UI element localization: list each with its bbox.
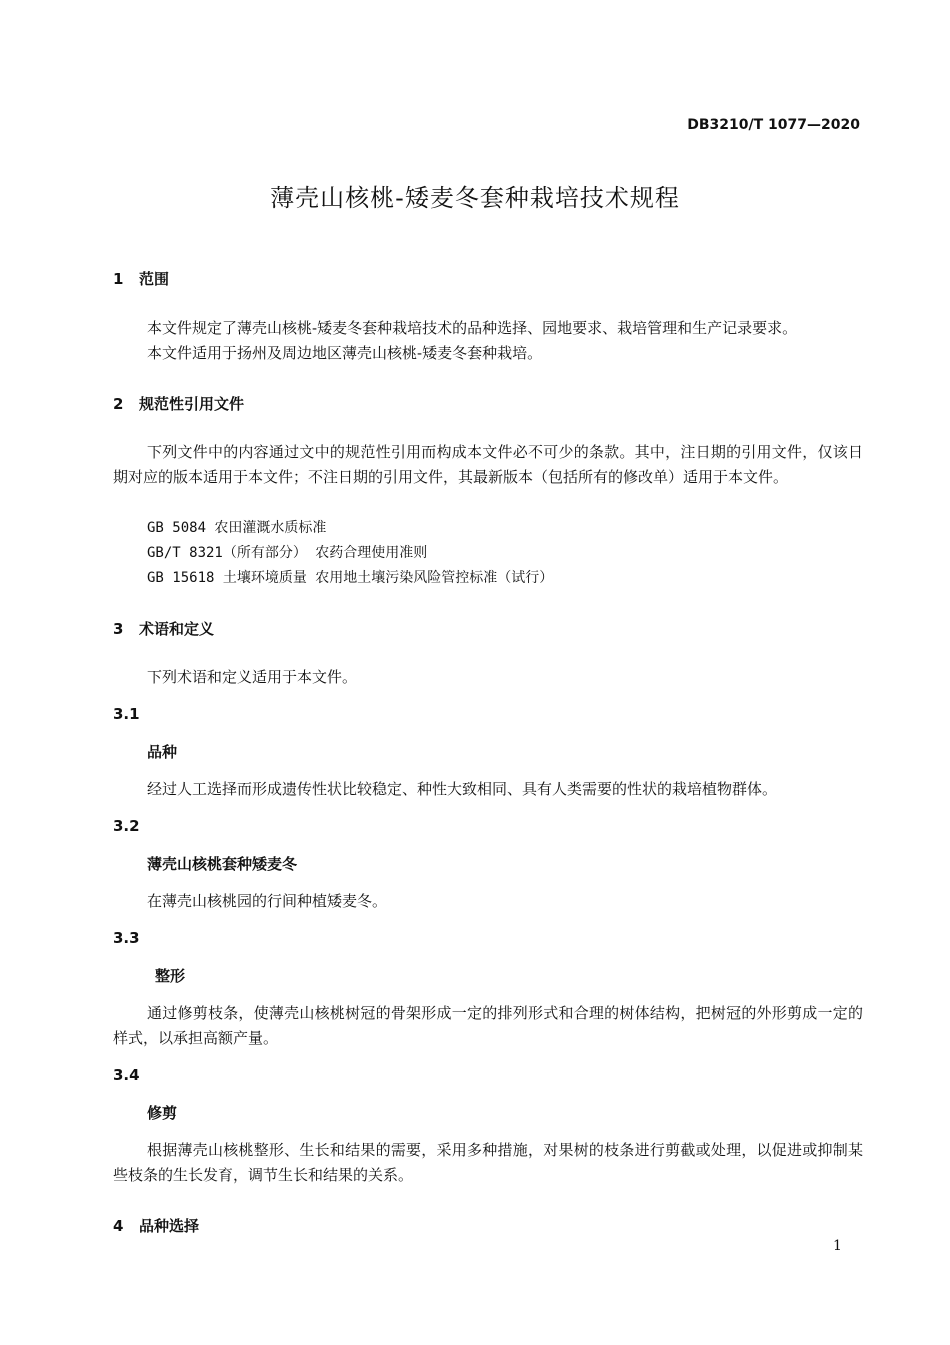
section-2-heading bbox=[113, 393, 244, 414]
reference-item: GB/T 8321（所有部分） 农药合理使用准则 bbox=[147, 545, 428, 561]
section-1-paragraph-2: 本文件适用于扬州及周边地区薄壳山核桃-矮麦冬套种栽培。 bbox=[147, 344, 543, 362]
reference-item: GB 15618 土壤环境质量 农用地土壤污染风险管控标准（试行） bbox=[147, 570, 554, 586]
section-3-heading bbox=[113, 618, 214, 639]
section-number: 3 bbox=[113, 620, 124, 638]
document-title: 薄壳山核桃-矮麦冬套种栽培技术规程 bbox=[270, 184, 680, 212]
term-name: 修剪 bbox=[147, 1104, 178, 1122]
section-title: 规范性引用文件 bbox=[139, 395, 245, 413]
term-name: 品种 bbox=[147, 743, 178, 761]
section-number: 2 bbox=[113, 395, 124, 413]
term-number: 3.1 bbox=[113, 705, 140, 723]
section-title: 品种选择 bbox=[139, 1217, 200, 1235]
term-definition: 在薄壳山核桃园的行间种植矮麦冬。 bbox=[147, 892, 388, 910]
term-number: 3.3 bbox=[113, 929, 140, 947]
term-name: 薄壳山核桃套种矮麦冬 bbox=[147, 855, 298, 873]
term-definition: 根据薄壳山核桃整形、生长和结果的需要，采用多种措施，对果树的枝条进行剪截或处理，以促进或抑制某些枝条的生长发育，调节生长和结果的关系。 bbox=[113, 1141, 863, 1184]
page-number: 1 bbox=[833, 1238, 842, 1254]
term-number: 3.4 bbox=[113, 1066, 140, 1084]
term-number: 3.2 bbox=[113, 817, 140, 835]
section-title: 术语和定义 bbox=[139, 620, 215, 638]
term-name: 整形 bbox=[155, 967, 186, 985]
term-definition: 经过人工选择而形成遗传性状比较稳定、种性大致相同、具有人类需要的性状的栽培植物群体。 bbox=[147, 780, 778, 798]
section-2-paragraph-1: 下列文件中的内容通过文中的规范性引用而构成本文件必不可少的条款。其中，注日期的引用文件，仅该日期对应的版本适用于本文件；不注日期的引用文件，其最新版本（包括所有的修改单）适用于本文件。 bbox=[113, 443, 863, 486]
section-number: 4 bbox=[113, 1217, 124, 1235]
section-title: 范围 bbox=[139, 270, 170, 288]
section-number: 1 bbox=[113, 270, 124, 288]
section-1-paragraph-1: 本文件规定了薄壳山核桃-矮麦冬套种栽培技术的品种选择、园地要求、栽培管理和生产记录要求。 bbox=[147, 319, 798, 337]
section-4-heading bbox=[113, 1215, 199, 1236]
section-3-paragraph-1: 下列术语和定义适用于本文件。 bbox=[147, 668, 358, 686]
term-definition: 通过修剪枝条，使薄壳山核桃树冠的骨架形成一定的排列形式和合理的树体结构，把树冠的外形剪成一定的样式，以承担高额产量。 bbox=[113, 1004, 863, 1047]
reference-item: GB 5084 农田灌溉水质标准 bbox=[147, 520, 327, 536]
document-code: DB3210/T 1077—2020 bbox=[687, 117, 860, 133]
section-1-heading bbox=[113, 268, 169, 289]
